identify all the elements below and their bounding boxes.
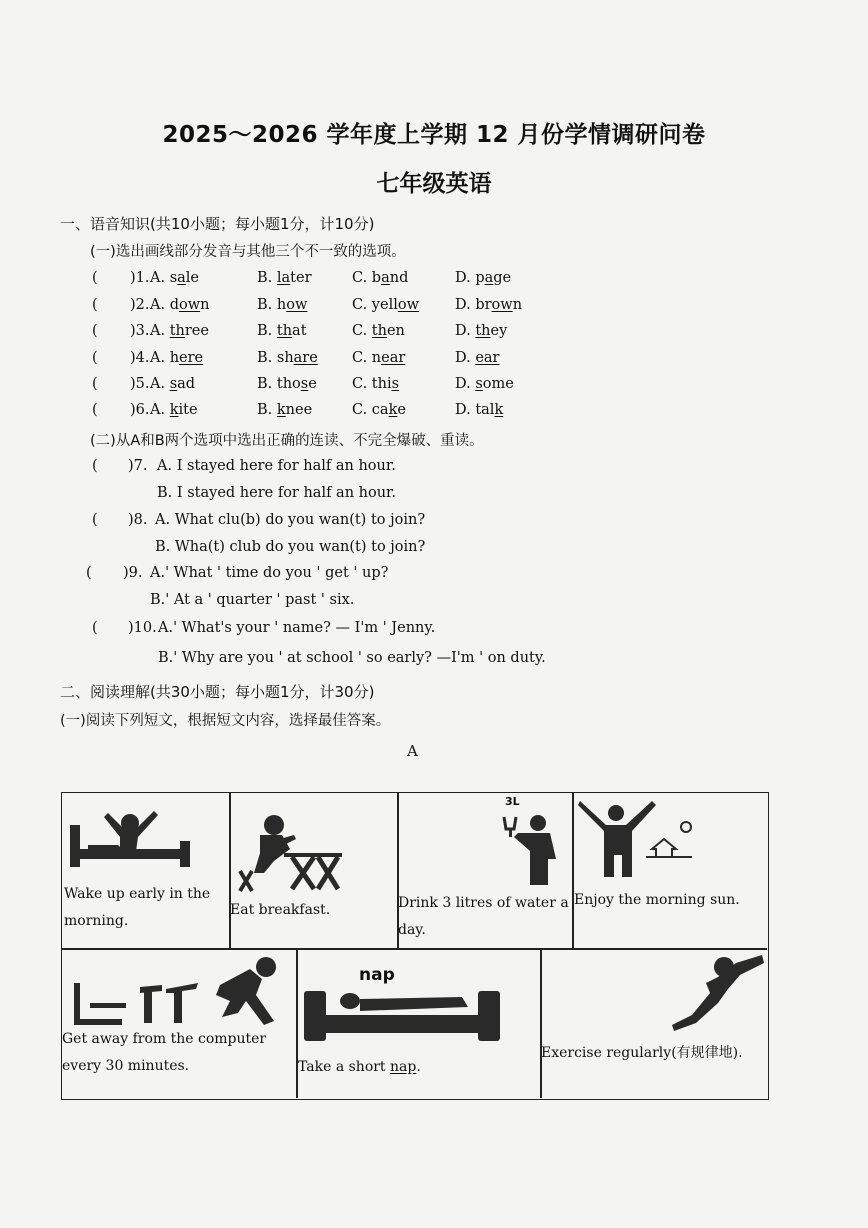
answer-paren: ( xyxy=(92,620,98,636)
option-prefix: B. xyxy=(257,323,277,339)
question-number: )10. xyxy=(128,620,157,636)
option-suffix: ad xyxy=(177,376,196,392)
water-caption: Drink 3 litres of water a day. xyxy=(398,895,569,938)
answer-paren: ( xyxy=(92,512,98,528)
option-b xyxy=(257,402,312,418)
underlined-sound: la xyxy=(276,270,291,286)
part2-heading: 二、阅读理解(共30小题；每小题1分，计30分) xyxy=(60,683,375,701)
option-prefix: B. xyxy=(257,270,277,286)
underlined-sound: s xyxy=(169,376,178,392)
answer-paren: ( xyxy=(92,458,98,474)
underlined-sound: th xyxy=(475,323,491,339)
option-b xyxy=(257,376,317,392)
underlined-sound: th xyxy=(169,323,185,339)
underlined-sound: k xyxy=(388,402,398,418)
option-suffix: ite xyxy=(178,402,198,418)
option-d xyxy=(455,350,500,366)
option-d xyxy=(455,402,503,418)
passage-label: A xyxy=(407,742,418,760)
option-suffix: e xyxy=(308,376,317,392)
option-a xyxy=(150,402,198,418)
option-suffix: e xyxy=(397,402,406,418)
option-suffix: nee xyxy=(285,402,313,418)
option-d xyxy=(455,270,511,286)
breakfast-icon xyxy=(234,813,344,893)
option-prefix: C. ca xyxy=(352,402,389,418)
option-prefix: A. s xyxy=(150,270,178,286)
option-c xyxy=(352,350,405,366)
question-option-a: A. What clu(b) do you wan(t) to join? xyxy=(155,512,426,528)
answer-paren: ( xyxy=(92,297,98,313)
option-c xyxy=(352,402,406,418)
option-c xyxy=(352,323,405,339)
underlined-sound: ow xyxy=(286,297,308,313)
option-prefix: B. xyxy=(257,402,277,418)
option-a xyxy=(150,376,195,392)
option-a xyxy=(150,270,199,286)
water-amount-label: 3L xyxy=(505,795,520,808)
morning-sun-icon xyxy=(576,799,696,879)
underlined-sound: s xyxy=(300,376,309,392)
nap-caption-period: . xyxy=(416,1059,421,1075)
answer-paren: ( xyxy=(86,565,92,581)
option-d xyxy=(455,297,522,313)
nap-caption xyxy=(298,1054,538,1081)
option-a xyxy=(150,297,209,313)
option-prefix: B. sh xyxy=(257,350,294,366)
option-suffix: en xyxy=(386,323,405,339)
option-prefix: C. n xyxy=(352,350,382,366)
option-prefix: D. xyxy=(455,350,476,366)
underlined-sound: ow xyxy=(397,297,419,313)
option-prefix: D. xyxy=(455,323,476,339)
answer-paren: ( xyxy=(92,376,98,392)
option-prefix: A. h xyxy=(150,350,180,366)
option-suffix: at xyxy=(292,323,307,339)
option-suffix: ree xyxy=(184,323,209,339)
option-d xyxy=(455,323,507,339)
question-number: )4. xyxy=(130,350,150,366)
question-number: )1. xyxy=(130,270,150,286)
nap-bed-icon xyxy=(302,985,502,1045)
question-option-a: A. I stayed here for half an hour. xyxy=(157,458,396,474)
exercise-icon xyxy=(666,953,766,1033)
underlined-sound: th xyxy=(276,323,293,339)
option-b xyxy=(257,270,312,286)
option-suffix: n xyxy=(512,297,523,313)
option-prefix: C. b xyxy=(352,270,382,286)
option-suffix: ome xyxy=(482,376,514,392)
option-suffix: ter xyxy=(290,270,312,286)
question-number: )6. xyxy=(130,402,150,418)
option-d xyxy=(455,376,514,392)
part1-heading: 一、语音知识(共10小题；每小题1分，计10分) xyxy=(60,215,375,233)
underlined-sound: a xyxy=(484,270,494,286)
underlined-sound: th xyxy=(371,323,387,339)
underlined-sound: ere xyxy=(179,350,204,366)
underlined-sound: ear xyxy=(475,350,500,366)
underlined-sound: k xyxy=(276,402,286,418)
option-prefix: A. xyxy=(150,402,170,418)
option-b xyxy=(257,323,307,339)
underlined-sound: a xyxy=(177,270,186,286)
option-suffix: ey xyxy=(490,323,508,339)
option-prefix: A. xyxy=(150,323,170,339)
nap-caption-text: Take a short xyxy=(298,1059,391,1075)
answer-paren: ( xyxy=(92,350,98,366)
underlined-sound: ow xyxy=(178,297,201,313)
question-number: )7. xyxy=(128,458,148,474)
option-b xyxy=(257,297,307,313)
underlined-sound: s xyxy=(475,376,483,392)
option-prefix: C. thi xyxy=(352,376,392,392)
option-b xyxy=(257,350,318,366)
underlined-sound: are xyxy=(293,350,318,366)
away-from-computer-icon xyxy=(70,955,285,1035)
option-suffix: n xyxy=(200,297,210,313)
option-prefix: D. br xyxy=(455,297,492,313)
question-option-a: A.' What's your ' name? — I'm ' Jenny. xyxy=(158,620,436,636)
part2-sub1-instruction: (一)阅读下列短文，根据短文内容，选择最佳答案。 xyxy=(60,713,391,729)
option-suffix: nd xyxy=(389,270,409,286)
option-a xyxy=(150,323,209,339)
nap-icon-label: nap xyxy=(359,965,395,985)
underlined-sound: k xyxy=(494,402,504,418)
option-prefix: A. xyxy=(150,376,170,392)
exam-title: 2025～2026 学年度上学期 12 月份学情调研问卷 xyxy=(162,122,706,148)
answer-paren: ( xyxy=(92,270,98,286)
answer-paren: ( xyxy=(92,323,98,339)
question-number: )2. xyxy=(130,297,150,313)
option-c xyxy=(352,297,419,313)
wake-up-caption: Wake up early in the morning. xyxy=(64,886,211,929)
question-number: )8. xyxy=(128,512,148,528)
option-prefix: A. d xyxy=(150,297,179,313)
question-option-a: A.' What ' time do you ' get ' up? xyxy=(150,565,389,581)
question-option-b: B. Wha(t) club do you wan(t) to join? xyxy=(155,539,426,555)
option-prefix: D. xyxy=(455,376,476,392)
underlined-sound: ear xyxy=(381,350,406,366)
option-suffix: le xyxy=(185,270,200,286)
option-suffix: ge xyxy=(493,270,512,286)
option-prefix: D. tal xyxy=(455,402,495,418)
underlined-sound: a xyxy=(381,270,390,286)
question-option-b: B. I stayed here for half an hour. xyxy=(157,485,397,501)
option-prefix: D. p xyxy=(455,270,485,286)
healthy-habits-picture-table xyxy=(61,792,769,1100)
subject-title: 七年级英语 xyxy=(376,171,492,197)
question-option-b: B.' At a ' quarter ' past ' six. xyxy=(150,592,355,608)
nap-underlined-word: nap xyxy=(390,1059,417,1075)
question-number: )9. xyxy=(123,565,143,581)
underlined-sound: s xyxy=(391,376,400,392)
option-prefix: C. xyxy=(352,323,372,339)
sun-caption: Enjoy the morning sun. xyxy=(574,892,740,908)
option-c xyxy=(352,376,399,392)
option-prefix: B. tho xyxy=(257,376,301,392)
exercise-caption: Exercise regularly(有规律地). xyxy=(541,1045,743,1061)
option-prefix: C. yell xyxy=(352,297,398,313)
option-c xyxy=(352,270,408,286)
underlined-sound: ow xyxy=(491,297,513,313)
question-option-b: B.' Why are you ' at school ' so early? —I'm ' on duty. xyxy=(158,650,546,666)
answer-paren: ( xyxy=(92,402,98,418)
question-number: )5. xyxy=(130,376,150,392)
underlined-sound: k xyxy=(169,402,179,418)
part1-sub1-instruction: (一)选出画线部分发音与其他三个不一致的选项。 xyxy=(90,244,406,260)
drinking-water-icon xyxy=(500,807,570,887)
option-prefix: B. h xyxy=(257,297,287,313)
computer-caption: Get away from the computer every 30 minutes. xyxy=(62,1031,267,1074)
question-number: )3. xyxy=(130,323,150,339)
wake-up-icon xyxy=(68,805,198,875)
breakfast-caption: Eat breakfast. xyxy=(230,902,331,918)
option-a xyxy=(150,350,203,366)
part1-sub2-instruction: (二)从A和B两个选项中选出正确的连读、不完全爆破、重读。 xyxy=(90,433,484,449)
